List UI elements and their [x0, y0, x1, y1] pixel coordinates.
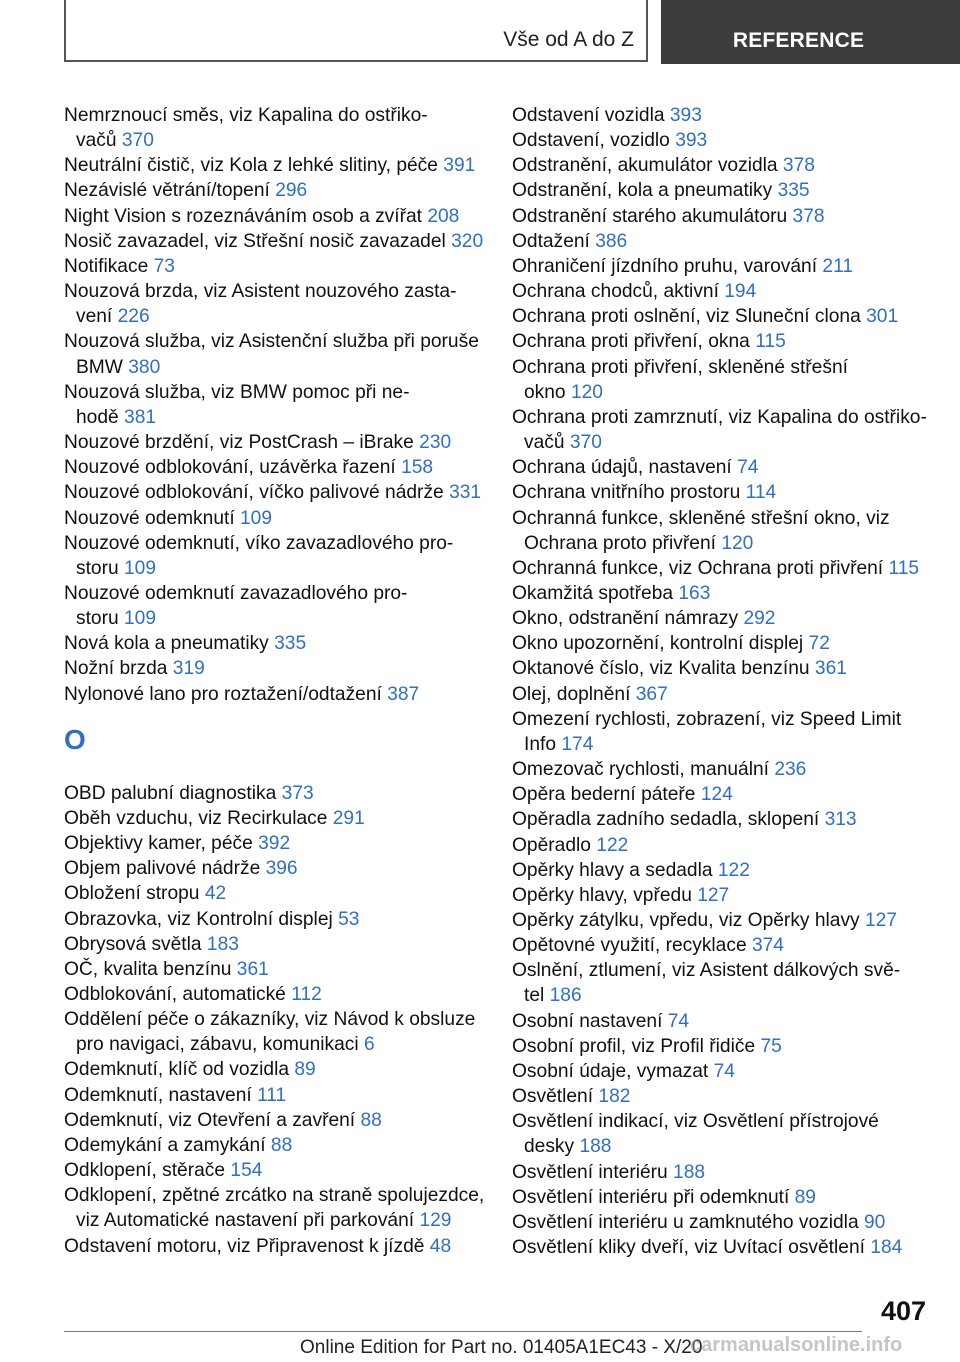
page-header: [0, 0, 960, 66]
index-entry-text: storu: [76, 557, 119, 579]
index-entry-text: Objem palivové nádrže: [64, 858, 261, 880]
index-entry-text: Okno, odstranění námrazy: [512, 608, 739, 630]
page-reference-link[interactable]: 387: [387, 683, 420, 705]
page-reference-link[interactable]: 392: [258, 833, 291, 855]
index-entry: [64, 781, 504, 806]
index-entry: [64, 506, 504, 531]
index-entry: [512, 506, 932, 556]
index-entry: [64, 856, 504, 881]
index-entry: [512, 455, 932, 480]
index-entry-text: Osvětlení indikací, viz Osvětlení přístrojové: [512, 1111, 879, 1133]
index-entry-text: Osvětlení kliky dveří, viz Uvítací osvětlení: [512, 1237, 865, 1259]
index-entry-text: Oddělení péče o zákazníky, viz Návod k obsluze: [64, 1009, 476, 1031]
page-reference-link[interactable]: 75: [760, 1035, 782, 1057]
index-entry-text: tel: [524, 985, 545, 1007]
index-entry: [64, 103, 504, 153]
index-entry-text: Ochrana proti zamrznutí, viz Kapalina do ostřiko-: [512, 406, 927, 428]
page-reference-link[interactable]: 120: [721, 532, 754, 554]
page-reference-link[interactable]: 115: [755, 331, 786, 353]
index-entry-text: Odblokování, automatické: [64, 984, 286, 1005]
page-reference-link[interactable]: 72: [808, 633, 830, 655]
page-reference-link[interactable]: 114: [745, 482, 777, 504]
index-entry-text: viz Automatické nastavení při parkování: [76, 1210, 415, 1232]
page-reference-link[interactable]: 89: [294, 1059, 316, 1081]
index-entry-text: Odklopení, zpětné zrcátko na straně spolujezdce,: [64, 1185, 485, 1207]
index-entry-text: BMW: [76, 356, 123, 378]
index-entry-text: Opěrky hlavy, vpředu: [512, 884, 692, 906]
index-entry: [64, 153, 504, 178]
index-entry: [64, 1057, 504, 1082]
index-entry-text: Ochrana vnitřního prostoru: [512, 482, 741, 504]
index-entry: [64, 932, 504, 957]
index-entry-text: Opěrky zátylku, vpředu, viz Opěrky hlavy: [512, 910, 860, 931]
index-entry: [64, 229, 504, 254]
index-entry: [512, 707, 932, 757]
page-reference-link[interactable]: 373: [281, 782, 314, 804]
index-entry-text: Oběh vzduchu, viz Recirkulace: [64, 807, 328, 829]
page-reference-link[interactable]: 291: [332, 807, 365, 829]
page-reference-link[interactable]: 292: [743, 608, 776, 630]
index-entry-text: Opěradla zadního sedadla, sklopení: [512, 809, 820, 831]
index-entry-text: Odemknutí, klíč od vozidla: [64, 1059, 290, 1081]
index-entry-text: Odstranění, akumulátor vozidla: [512, 155, 778, 177]
index-entry-text: Nouzové odblokování, uzávěrka řazení: [64, 457, 396, 479]
index-entry: [512, 958, 932, 1008]
index-entry: [64, 279, 504, 329]
index-entry-text: Opěra bederní páteře: [512, 784, 696, 806]
page-reference-link[interactable]: 301: [866, 306, 899, 328]
page-reference-link[interactable]: 183: [206, 933, 239, 955]
index-entry: [512, 807, 932, 832]
index-entry-text: Obrazovka, viz Kontrolní displej: [64, 908, 333, 930]
page-reference-link[interactable]: 127: [697, 884, 730, 906]
index-entry-text: Odstavení motoru, viz Připravenost k jízdě: [64, 1235, 425, 1257]
index-entry-text: Nouzová služba, viz BMW pomoc při ne-: [64, 381, 410, 403]
index-entry: [512, 405, 932, 455]
index-entry-text: Opěrky hlavy a sedadla: [512, 859, 713, 881]
index-entry: [64, 831, 504, 856]
page-reference-link[interactable]: 111: [257, 1084, 287, 1106]
index-entry-text: vačů: [524, 432, 565, 454]
index-entry-text: Olej, doplnění: [512, 683, 631, 705]
page-reference-link[interactable]: 112: [291, 984, 322, 1005]
index-entry: [64, 430, 504, 455]
index-entry-text: Neutrální čistič, viz Kola z lehké slitiny, péče: [64, 155, 438, 177]
index-entry-text: Ochrana údajů, nastavení: [512, 457, 732, 479]
index-entry-text: Osvětlení interiéru při odemknutí: [512, 1186, 790, 1208]
page-reference-link[interactable]: 194: [724, 281, 757, 303]
index-entry-text: Osvětlení interiéru u zamknutého vozidla: [512, 1211, 859, 1233]
index-entry: [64, 957, 504, 982]
index-entry: [512, 204, 932, 229]
index-entry: [512, 178, 932, 203]
index-entry-text: vení: [76, 306, 113, 328]
section-title-box: [64, 0, 648, 62]
index-entry-text: Nosič zavazadel, viz Střešní nosič zavazadel: [64, 230, 446, 252]
page-reference-link[interactable]: 378: [782, 155, 815, 177]
index-entry: [512, 304, 932, 329]
page-reference-link[interactable]: 120: [570, 381, 603, 403]
index-column-right: [512, 103, 932, 1260]
page-reference-link[interactable]: 115: [888, 557, 920, 579]
page-reference-link[interactable]: 236: [774, 759, 807, 781]
index-entry-text: Omezení rychlosti, zobrazení, viz Speed Limit: [512, 708, 902, 730]
index-entry: [64, 480, 504, 505]
index-entry-text: Nouzová brzda, viz Asistent nouzového zasta-: [64, 281, 457, 303]
page-reference-link[interactable]: 230: [419, 432, 452, 454]
page-reference-link[interactable]: 335: [274, 633, 307, 655]
reference-tab-label: REFERENCE: [732, 29, 865, 52]
index-entry-text: Nylonové lano pro roztažení/odtažení: [64, 683, 382, 705]
page-reference-link[interactable]: 226: [117, 306, 150, 328]
page-reference-link[interactable]: 88: [270, 1134, 293, 1156]
index-entry: [512, 1185, 932, 1210]
index-entry: [512, 656, 932, 681]
index-entry-text: Ochrana proti oslnění, viz Sluneční clona: [512, 306, 861, 328]
index-entry: [512, 757, 932, 782]
index-entry: [512, 1235, 932, 1260]
index-entry-text: Odemknutí, viz Otevření a zavření: [64, 1109, 356, 1131]
index-entry-text: Odstranění starého akumulátoru: [512, 205, 788, 227]
index-entry: [64, 982, 504, 1007]
watermark: carmanualsonline.info: [690, 1334, 903, 1356]
index-entry-text: vačů: [76, 130, 117, 152]
index-entry: [64, 806, 504, 831]
index-entry-text: Okamžitá spotřeba: [512, 582, 674, 604]
index-entry: [512, 254, 932, 279]
index-entry: [64, 907, 504, 932]
index-entry-text: Nožní brzda: [64, 658, 168, 680]
index-entry-text: Opětovné využití, recyklace: [512, 935, 747, 957]
index-entry: [512, 153, 932, 178]
index-entry: [64, 531, 504, 581]
index-entry: [512, 606, 932, 631]
index-entry: [64, 204, 504, 229]
index-entry: [512, 279, 932, 304]
index-entry: [64, 656, 504, 681]
index-entry-text: Nouzové odemknutí zavazadlového pro-: [64, 582, 408, 604]
index-entry-text: Ochrana proti přivření, okna: [512, 331, 750, 353]
index-entry: [512, 329, 932, 354]
index-entry: [512, 480, 932, 505]
page-reference-link[interactable]: 296: [275, 180, 308, 202]
index-entry-text: Odstavení, vozidlo: [512, 130, 670, 152]
page-reference-link[interactable]: 6: [363, 1034, 375, 1056]
page-reference-link[interactable]: 320: [451, 230, 484, 252]
index-entry: [64, 1158, 504, 1183]
page-number: 407: [880, 1296, 926, 1326]
page-reference-link[interactable]: 331: [449, 482, 482, 504]
page-reference-link[interactable]: 186: [549, 985, 582, 1007]
page-reference-link[interactable]: 129: [419, 1210, 452, 1232]
index-entry-text: Nezávislé větrání/topení: [64, 180, 270, 202]
index-entry-text: Objektivy kamer, péče: [64, 833, 253, 855]
index-entry: [512, 858, 932, 883]
index-entry-text: Osobní údaje, vymazat: [512, 1060, 709, 1082]
page-reference-link[interactable]: 378: [792, 205, 825, 227]
index-entry: [64, 581, 504, 631]
index-entry-text: Odstavení vozidla: [512, 105, 665, 126]
index-entry: [512, 833, 932, 858]
index-entry: [64, 1234, 504, 1259]
index-entry-text: Nouzové odemknutí, víko zavazadlového pro-: [64, 532, 454, 554]
index-entry: [64, 1007, 504, 1057]
index-entry: [64, 178, 504, 203]
index-entry-text: Nouzové odblokování, víčko palivové nádrže: [64, 482, 444, 504]
index-entry: [64, 1183, 504, 1233]
index-entry: [64, 1083, 504, 1108]
page-reference-link[interactable]: 127: [864, 910, 897, 931]
page-reference-link[interactable]: 174: [561, 733, 594, 755]
index-entry-text: Okno upozornění, kontrolní displej: [512, 633, 804, 655]
index-entry-text: Ochrana chodců, aktivní: [512, 281, 719, 303]
index-entry: [512, 1210, 932, 1235]
index-entry: [64, 254, 504, 279]
section-title: Vše od A do Z: [503, 28, 634, 51]
index-entry: [64, 631, 504, 656]
index-entry-text: Odemykání a zamykání: [64, 1134, 266, 1156]
index-entry-text: Odemknutí, nastavení: [64, 1084, 252, 1106]
index-entry: [64, 881, 504, 906]
page-reference-link[interactable]: 73: [153, 255, 175, 277]
index-entry-text: OČ, kvalita benzínu: [64, 958, 232, 980]
index-entry: [512, 631, 932, 656]
page-reference-link[interactable]: 90: [863, 1211, 886, 1233]
index-entry-text: pro navigaci, zábavu, komunikaci: [76, 1034, 359, 1056]
page-reference-link[interactable]: 381: [124, 406, 157, 428]
page-reference-link[interactable]: 393: [669, 105, 702, 126]
page-reference-link[interactable]: 361: [236, 958, 269, 980]
index-entry: [64, 329, 504, 379]
index-entry-text: Notifikace: [64, 255, 149, 277]
index-entry-text: Nouzová služba, viz Asistenční služba při poruše: [64, 331, 479, 353]
page-reference-link[interactable]: 335: [777, 180, 810, 202]
reference-tab: [661, 0, 960, 64]
page-reference-link[interactable]: 208: [427, 205, 460, 227]
index-entry-text: Info: [524, 733, 557, 755]
page-reference-link[interactable]: 163: [678, 582, 711, 604]
index-entry-text: desky: [524, 1136, 575, 1158]
index-entry-text: Odklopení, stěrače: [64, 1160, 226, 1182]
index-entry: [64, 380, 504, 430]
page-reference-link[interactable]: 396: [265, 858, 298, 880]
index-column-left: [64, 103, 504, 1259]
index-entry: [512, 581, 932, 606]
index-entry: [512, 229, 932, 254]
index-entry: [512, 1160, 932, 1185]
index-entry-text: Nouzové brzdění, viz PostCrash – iBrake: [64, 432, 414, 454]
page-reference-link[interactable]: 361: [814, 658, 847, 680]
page-reference-link[interactable]: 74: [737, 457, 759, 479]
page-reference-link[interactable]: 380: [128, 356, 161, 378]
index-entry: [512, 355, 932, 405]
page-reference-link[interactable]: 386: [595, 230, 628, 252]
index-entry: [512, 1059, 932, 1084]
index-entry-text: Nemrznoucí směs, viz Kapalina do ostřiko-: [64, 105, 428, 126]
page-reference-link[interactable]: 109: [124, 608, 157, 630]
index-entry-text: okno: [524, 381, 566, 403]
index-entry: [512, 933, 932, 958]
page-reference-link[interactable]: 109: [124, 557, 157, 579]
index-letter-heading: O: [64, 723, 86, 755]
index-entry-text: Odtažení: [512, 230, 590, 252]
page-reference-link[interactable]: 184: [870, 1237, 903, 1259]
page-reference-link[interactable]: 88: [360, 1109, 382, 1131]
index-entry: [64, 455, 504, 480]
index-entry-text: Ochrana proti přivření, skleněné střešní: [512, 356, 848, 378]
index-entry-text: storu: [76, 608, 119, 630]
index-entry-text: Ohraničení jízdního pruhu, varování: [512, 255, 818, 277]
page-reference-link[interactable]: 42: [204, 883, 227, 905]
page-reference-link[interactable]: 109: [240, 507, 273, 529]
page-reference-link[interactable]: 370: [569, 432, 602, 454]
index-entry-text: Night Vision s rozeznáváním osob a zvířat: [64, 205, 422, 227]
page-reference-link[interactable]: 188: [579, 1136, 612, 1158]
page-reference-link[interactable]: 124: [700, 784, 733, 806]
page-reference-link[interactable]: 89: [794, 1186, 816, 1208]
page-reference-link[interactable]: 122: [596, 834, 629, 856]
page-reference-link[interactable]: 188: [673, 1161, 706, 1183]
index-entry: [512, 1009, 932, 1034]
page-reference-link[interactable]: 367: [635, 683, 668, 705]
index-entry: [512, 1084, 932, 1109]
page-reference-link[interactable]: 53: [338, 908, 360, 930]
index-entry-text: Oktanové číslo, viz Kvalita benzínu: [512, 658, 810, 680]
index-entry-text: Ochranná funkce, viz Ochrana proti přivření: [512, 557, 884, 579]
page-reference-link[interactable]: 374: [751, 935, 784, 957]
index-entry: [512, 1034, 932, 1059]
index-entry: [64, 682, 504, 707]
index-entry: [512, 908, 932, 933]
index-entry-text: Obrysová světla: [64, 933, 202, 955]
page-reference-link[interactable]: 74: [713, 1060, 735, 1082]
page-reference-link[interactable]: 74: [667, 1010, 690, 1032]
page-reference-link[interactable]: 48: [429, 1235, 452, 1257]
index-entry-text: OBD palubní diagnostika: [64, 782, 277, 804]
index-entry-text: Osobní nastavení: [512, 1010, 663, 1032]
index-entry: [512, 556, 932, 581]
index-entry-text: Ochrana proto přivření: [524, 532, 716, 554]
index-entry: [64, 1108, 504, 1133]
index-entry-text: Odstranění, kola a pneumatiky: [512, 180, 773, 202]
page-reference-link[interactable]: 370: [121, 130, 154, 152]
index-entry: [512, 682, 932, 707]
page-reference-link[interactable]: 393: [675, 130, 708, 152]
index-entry-text: Oslnění, ztlumení, viz Asistent dálkových svě-: [512, 960, 901, 982]
index-entry-text: hodě: [76, 406, 119, 428]
page-reference-link[interactable]: 313: [824, 809, 857, 831]
index-entry-text: Opěradlo: [512, 834, 591, 856]
index-entry-text: Nouzové odemknutí: [64, 507, 235, 529]
index-entry: [512, 128, 932, 153]
index-entry: [512, 883, 932, 908]
index-entry-text: Osvětlení interiéru: [512, 1161, 668, 1183]
index-entry-text: Obložení stropu: [64, 883, 200, 905]
page-reference-link[interactable]: 391: [443, 155, 476, 177]
index-entry-text: Nová kola a pneumatiky: [64, 633, 269, 655]
index-entry: [512, 1109, 932, 1159]
index-entry: [512, 103, 932, 128]
index-entry: [512, 782, 932, 807]
page-reference-link[interactable]: 154: [230, 1160, 263, 1182]
index-entry-text: Omezovač rychlosti, manuální: [512, 759, 769, 781]
page-reference-link[interactable]: 158: [401, 457, 434, 479]
page-reference-link[interactable]: 122: [717, 859, 750, 881]
index-entry-text: Osobní profil, viz Profil řidiče: [512, 1035, 756, 1057]
footer-edition-text: Online Edition for Part no. 01405A1EC43 - X/20: [300, 1337, 703, 1358]
page-reference-link[interactable]: 319: [172, 658, 205, 680]
page-reference-link[interactable]: 182: [598, 1086, 631, 1108]
index-entry-text: Osvětlení: [512, 1086, 594, 1108]
page-reference-link[interactable]: 211: [822, 255, 853, 277]
index-entry-text: Ochranná funkce, skleněné střešní okno, viz: [512, 507, 890, 529]
index-entry: [64, 1133, 504, 1158]
footer-divider: [64, 1331, 862, 1332]
